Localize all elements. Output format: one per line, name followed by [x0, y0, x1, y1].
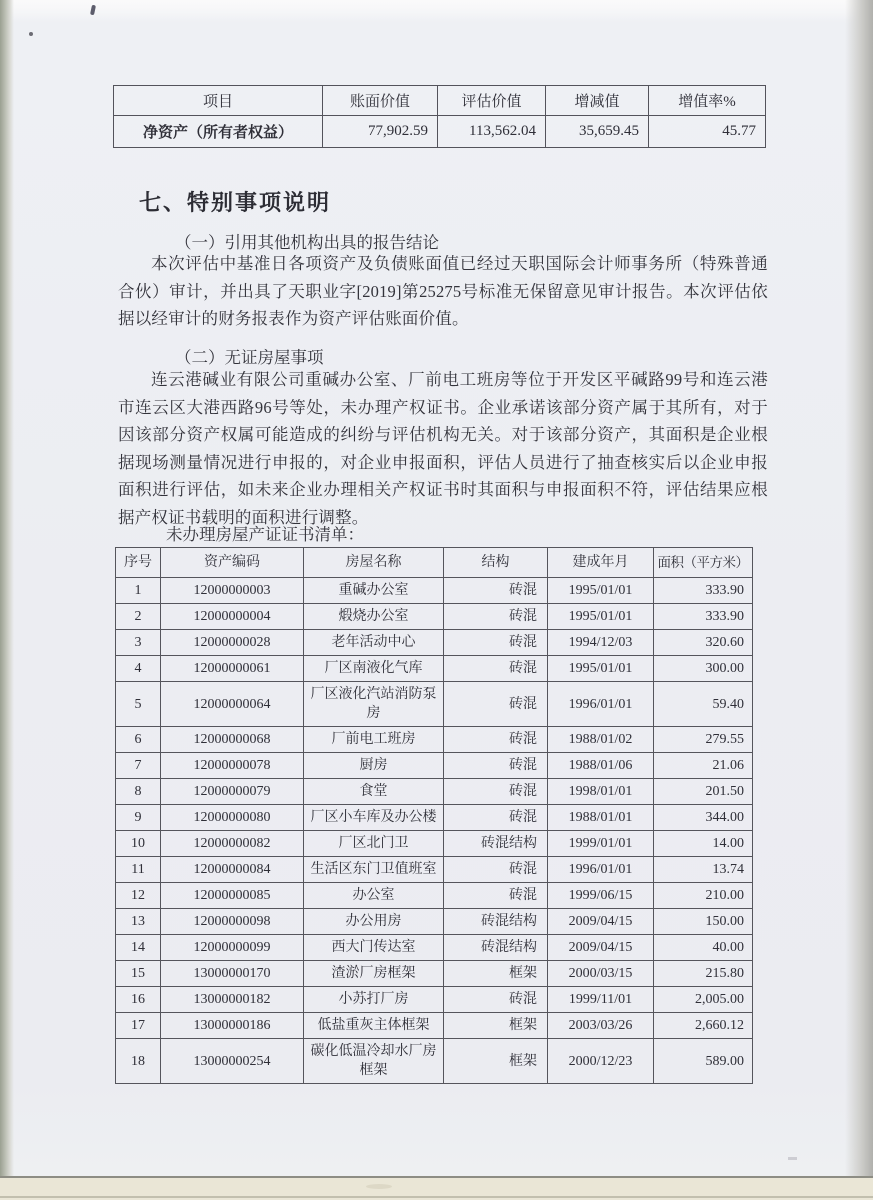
- table-cell: 砖混结构: [444, 909, 548, 935]
- table-row: [116, 1013, 753, 1039]
- table-row: [116, 883, 753, 909]
- table-cell: 13000000182: [161, 987, 304, 1013]
- house-list-label: 未办理房屋产证证书清单：: [166, 525, 364, 544]
- table-cell: 办公用房: [304, 909, 444, 935]
- table-cell: 1: [116, 578, 161, 604]
- table-cell: 砖混: [444, 727, 548, 753]
- column-header: 结构: [444, 548, 548, 578]
- table-cell: 5: [116, 682, 161, 727]
- table-cell: 砖混: [444, 883, 548, 909]
- column-header: 建成年月: [548, 548, 654, 578]
- table-row: [116, 779, 753, 805]
- uncertified-houses-table: [115, 547, 753, 1084]
- table-cell: 12000000082: [161, 831, 304, 857]
- table-cell: 2003/03/26: [548, 1013, 654, 1039]
- table-cell: 砖混: [444, 857, 548, 883]
- table-cell: 砖混: [444, 805, 548, 831]
- table-cell: 2000/03/15: [548, 961, 654, 987]
- table-cell: 厨房: [304, 753, 444, 779]
- subsection-1-title: （一）引用其他机构出具的报告结论: [175, 233, 439, 252]
- table-cell: 13000000170: [161, 961, 304, 987]
- paragraph-audit-reference: 本次评估中基准日各项资产及负债账面值已经过天职国际会计师事务所（特殊普通合伙）审计，并出具了天职业字[2019]第25275号标准无保留意见审计报告。本次评估依据以经审计的财务报表作为资产评估账面价值。: [118, 254, 768, 328]
- table-cell: 21.06: [654, 753, 753, 779]
- table-cell: 4: [116, 656, 161, 682]
- table-cell: 1998/01/01: [548, 779, 654, 805]
- table-cell: 150.00: [654, 909, 753, 935]
- table-cell: 砖混: [444, 578, 548, 604]
- table-cell: 18: [116, 1039, 161, 1084]
- table-cell: 1995/01/01: [548, 604, 654, 630]
- table-cell: 框架: [444, 1013, 548, 1039]
- table-cell: 重碱办公室: [304, 578, 444, 604]
- scan-right-edge: [845, 0, 873, 1200]
- table-cell: 300.00: [654, 656, 753, 682]
- table-cell: 10: [116, 831, 161, 857]
- table-cell: 77,902.59: [323, 116, 438, 148]
- table-cell: 渣淤厂房框架: [304, 961, 444, 987]
- table-cell: 13.74: [654, 857, 753, 883]
- table-cell: 17: [116, 1013, 161, 1039]
- table-cell: 净资产（所有者权益）: [114, 116, 323, 148]
- table-cell: 砖混: [444, 604, 548, 630]
- table-cell: 16: [116, 987, 161, 1013]
- table-cell: 生活区东门卫值班室: [304, 857, 444, 883]
- table-cell: 589.00: [654, 1039, 753, 1084]
- table-cell: 344.00: [654, 805, 753, 831]
- table-cell: 2: [116, 604, 161, 630]
- summary-header-row: [114, 86, 766, 116]
- table-row: [116, 935, 753, 961]
- table-cell: 210.00: [654, 883, 753, 909]
- table-cell: 1995/01/01: [548, 656, 654, 682]
- table-cell: 12000000085: [161, 883, 304, 909]
- table-cell: 12000000004: [161, 604, 304, 630]
- table-row: [116, 805, 753, 831]
- column-header: 账面价值: [323, 86, 438, 116]
- table-cell: 320.60: [654, 630, 753, 656]
- table-cell: 7: [116, 753, 161, 779]
- table-cell: 厂区北门卫: [304, 831, 444, 857]
- table-cell: 1988/01/01: [548, 805, 654, 831]
- paragraph-uncertified-houses: 连云港碱业有限公司重碱办公室、厂前电工班房等位于开发区平碱路99号和连云港市连云区大港西路96号等处，未办理产权证书。企业承诺该部分资产属于其所有，对于因该部分资产权属可能造成的纠纷与评估机构无关。对于该部分资产，其面积是企业根据现场测量情况进行申报的，对企业申报面积，评估人员进行了抽查核实后以企业申报面积进行评估，如未来企业办理相关产权证书时其面积与申报面积不符，评估结果应根据产权证书载明的面积进行调整。: [118, 370, 768, 527]
- table-cell: 3: [116, 630, 161, 656]
- table-cell: 1988/01/06: [548, 753, 654, 779]
- table-cell: 13: [116, 909, 161, 935]
- table-row: [116, 656, 753, 682]
- table-row: [116, 909, 753, 935]
- table-row: [116, 682, 753, 727]
- table-cell: 13000000186: [161, 1013, 304, 1039]
- table-row: [116, 987, 753, 1013]
- table-cell: 框架: [444, 961, 548, 987]
- table-cell: 12: [116, 883, 161, 909]
- table-row: [116, 727, 753, 753]
- table-row: [116, 1039, 753, 1084]
- table-cell: 1988/01/02: [548, 727, 654, 753]
- column-header: 序号: [116, 548, 161, 578]
- table-cell: 12000000028: [161, 630, 304, 656]
- table-cell: 12000000064: [161, 682, 304, 727]
- table-cell: 201.50: [654, 779, 753, 805]
- table-cell: 食堂: [304, 779, 444, 805]
- table-cell: 砖混结构: [444, 831, 548, 857]
- table-row: [116, 604, 753, 630]
- table-cell: 12000000079: [161, 779, 304, 805]
- section-heading: 七、特别事项说明: [139, 190, 332, 215]
- net-assets-summary-table: [113, 85, 765, 148]
- column-header: 增值率%: [649, 86, 766, 116]
- table-cell: 1995/01/01: [548, 578, 654, 604]
- table-row: [116, 630, 753, 656]
- table-cell: 1999/11/01: [548, 987, 654, 1013]
- table-cell: 215.80: [654, 961, 753, 987]
- scan-speck: [29, 32, 33, 36]
- table-cell: 煅烧办公室: [304, 604, 444, 630]
- table-cell: 2,660.12: [654, 1013, 753, 1039]
- table-cell: 砖混: [444, 682, 548, 727]
- table-cell: 45.77: [649, 116, 766, 148]
- table-cell: 老年活动中心: [304, 630, 444, 656]
- table-row: [116, 831, 753, 857]
- table-cell: 1999/06/15: [548, 883, 654, 909]
- table-cell: 砖混: [444, 779, 548, 805]
- scan-left-edge: [0, 0, 14, 1200]
- table-cell: 12000000078: [161, 753, 304, 779]
- column-header: 增减值: [546, 86, 649, 116]
- table-cell: 11: [116, 857, 161, 883]
- table-cell: 333.90: [654, 578, 753, 604]
- table-cell: 西大门传达室: [304, 935, 444, 961]
- table-cell: 厂区液化汽站消防泵房: [304, 682, 444, 727]
- table-cell: 12000000003: [161, 578, 304, 604]
- table-row: [116, 753, 753, 779]
- column-header: 项目: [114, 86, 323, 116]
- table-cell: 1999/01/01: [548, 831, 654, 857]
- table-cell: 低盐重灰主体框架: [304, 1013, 444, 1039]
- table-cell: 15: [116, 961, 161, 987]
- table-cell: 13000000254: [161, 1039, 304, 1084]
- table-cell: 1996/01/01: [548, 682, 654, 727]
- column-header: 评估价值: [438, 86, 546, 116]
- table-row: [116, 578, 753, 604]
- table-cell: 59.40: [654, 682, 753, 727]
- table-cell: 12000000061: [161, 656, 304, 682]
- table-cell: 1994/12/03: [548, 630, 654, 656]
- table-cell: 小苏打厂房: [304, 987, 444, 1013]
- column-header: 房屋名称: [304, 548, 444, 578]
- table-cell: 框架: [444, 1039, 548, 1084]
- table-row: [116, 857, 753, 883]
- table-cell: 2009/04/15: [548, 909, 654, 935]
- table-cell: 12000000084: [161, 857, 304, 883]
- table-cell: 333.90: [654, 604, 753, 630]
- table-cell: 12000000098: [161, 909, 304, 935]
- column-header: 面积（平方米）: [654, 548, 753, 578]
- column-header: 资产编码: [161, 548, 304, 578]
- table-cell: 砖混: [444, 656, 548, 682]
- scan-top-sheen: [0, 0, 873, 20]
- table-cell: 1996/01/01: [548, 857, 654, 883]
- scan-smudge: [366, 1184, 392, 1189]
- table-row: [116, 961, 753, 987]
- table-cell: 12000000068: [161, 727, 304, 753]
- table-cell: 厂前电工班房: [304, 727, 444, 753]
- table-cell: 113,562.04: [438, 116, 546, 148]
- table-cell: 12000000080: [161, 805, 304, 831]
- table-cell: 办公室: [304, 883, 444, 909]
- table-cell: 2000/12/23: [548, 1039, 654, 1084]
- table-cell: 40.00: [654, 935, 753, 961]
- table-cell: 12000000099: [161, 935, 304, 961]
- table-cell: 2009/04/15: [548, 935, 654, 961]
- table-cell: 14.00: [654, 831, 753, 857]
- scan-bottom-line: [0, 1196, 873, 1198]
- table-cell: 碳化低温冷却水厂房框架: [304, 1039, 444, 1084]
- table-cell: 砖混: [444, 630, 548, 656]
- subsection-2-title: （二）无证房屋事项: [175, 348, 324, 367]
- scan-speck: [788, 1157, 797, 1160]
- table-cell: 35,659.45: [546, 116, 649, 148]
- table-cell: 厂区南液化气库: [304, 656, 444, 682]
- table-cell: 2,005.00: [654, 987, 753, 1013]
- table-cell: 279.55: [654, 727, 753, 753]
- table-cell: 8: [116, 779, 161, 805]
- table-cell: 9: [116, 805, 161, 831]
- table-cell: 砖混: [444, 753, 548, 779]
- table-cell: 14: [116, 935, 161, 961]
- table-cell: 砖混结构: [444, 935, 548, 961]
- table-cell: 6: [116, 727, 161, 753]
- table-cell: 厂区小车库及办公楼: [304, 805, 444, 831]
- table-cell: 砖混: [444, 987, 548, 1013]
- table-row: [114, 116, 766, 148]
- house-table-header-row: [116, 548, 753, 578]
